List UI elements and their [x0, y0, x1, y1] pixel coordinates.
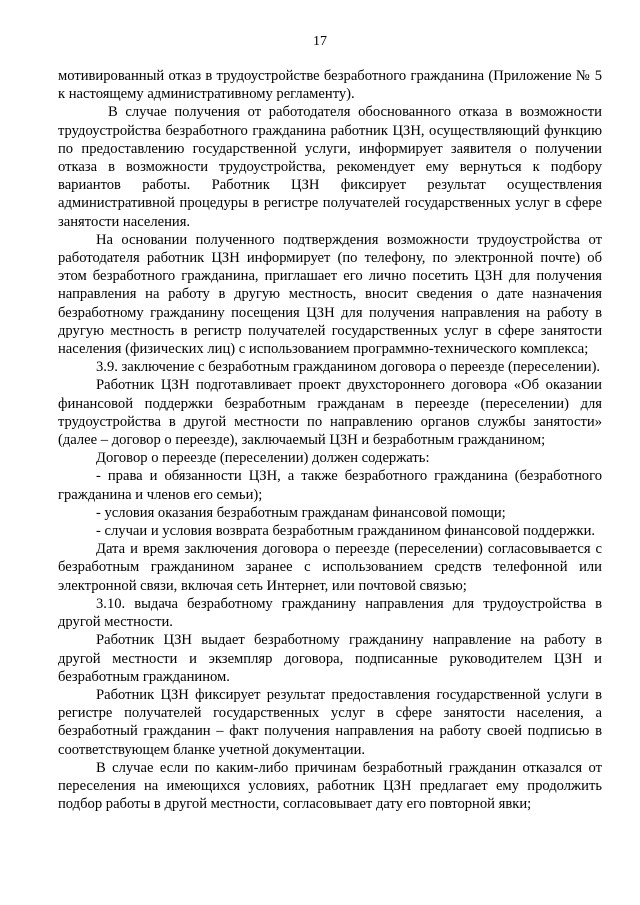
paragraph-8: - условия оказания безработным гражданам финансовой помощи; — [96, 504, 506, 521]
paragraph-6: Договор о переезде (переселении) должен содержать: — [96, 450, 430, 467]
paragraph-7: - права и обязанности ЦЗН, а также безработного гражданина (безработного гражданина и членов его семьи); — [58, 468, 602, 503]
paragraph-1: мотивированный отказ в трудоустройстве безработного гражданина (Приложение № 5 к настоящему административному регламенту). — [58, 68, 602, 103]
paragraph-10: Дата и время заключения договора о переезде (переселении) согласовывается с безработным гражданином заранее с использованием средств телефонной или электронной связи, включая сеть Интернет, или почтовой связью; — [58, 541, 602, 594]
paragraph-4: 3.9. заключение с безработным гражданином договора о переезде (переселении). — [96, 359, 601, 376]
paragraph-12: Работник ЦЗН выдает безработному гражданину направление на работу в другой местности и экземпляр договора, подписанные руководителем ЦЗН и безработным гражданином. — [58, 632, 602, 685]
paragraph-11: 3.10. выдача безработному гражданину направления для трудоустройства в другой местности. — [58, 595, 602, 631]
paragraph-5: Работник ЦЗН подготавливает проект двухстороннего договора «Об оказании финансовой поддержки безработным гражданам в переезде (переселении) для трудоустройства в другой местности по направлению органов службы занятости» (далее – договор о переезде), заключаемый ЦЗН и безработным гражданином; — [58, 377, 602, 449]
paragraph-14: В случае если по каким-либо причинам безработный гражданин отказался от переселения на имеющихся условиях, работник ЦЗН предлагает ему продолжить подбор работы в другой местности, согласовывает дату его повторной явки; — [58, 759, 602, 813]
paragraph-3: На основании полученного подтверждения возможности трудоустройства от работодателя работник ЦЗН информирует (по телефону, по электронной почте) об этом безработного гражданина, приглашает его лично посетить ЦЗН для получения направления на работу в другую местность, вносит сведения о дате назначения безработному гражданину посещения ЦЗН для получения направления на работу в другую местность в регистр получателей государственных услуг в сфере занятости населения (физических лиц) с использованием программно-технического комплекса; — [58, 231, 602, 358]
document-body — [58, 67, 602, 813]
paragraph-9: - случаи и условия возврата безработным гражданином финансовой поддержки. — [96, 523, 596, 540]
page-number: 17 — [313, 34, 327, 49]
paragraph-13: Работник ЦЗН фиксирует результат предоставления государственной услуги в регистре получателей государственных услуг в сфере занятости населения, а безработный гражданин – факт получения направления на работу своей подписью в соответствующем бланке учетной документации. — [58, 686, 602, 758]
paragraph-2: В случае получения от работодателя обоснованного отказа в возможности трудоустройства безработного гражданина работник ЦЗН, осуществляющий функцию по предоставлению государственной услуги, информирует заявителя о получении отказа в возможности трудоустройства, рекомендует ему вернуться к подбору вариантов работы. Работник ЦЗН фиксирует результат осуществления административной процедуры в регистре получателей государственных услуг в сфере занятости населения. — [58, 104, 602, 230]
